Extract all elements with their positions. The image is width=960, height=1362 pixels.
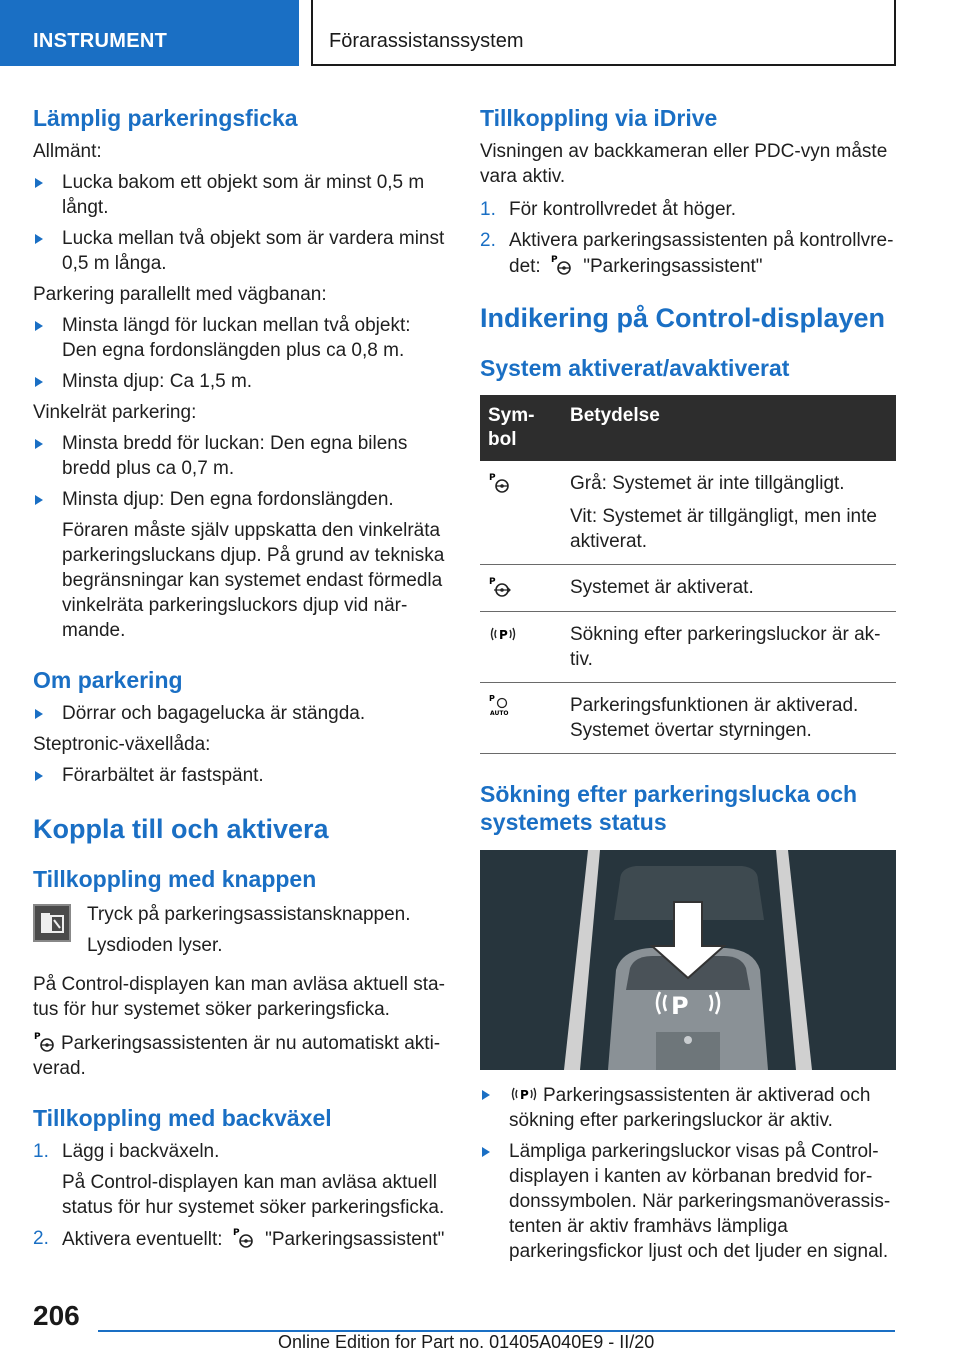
col-symbol: Symbol (480, 395, 562, 461)
allmant-label: Allmänt: (33, 141, 102, 162)
heading-om-parkering: Om parkering (33, 667, 183, 693)
list-item: Minsta djup: Ca 1,5 m. (33, 369, 445, 394)
list-item: Lämpliga parkeringsluckor visas på Control-displayen i kanten av körbanan bredvid fordonssymbolen. När parkeringsmanöverassistenten är aktiv framhävs lämpliga parkeringsfickor ljust och det ljuder en signal. (480, 1139, 896, 1264)
button-instruction (33, 902, 445, 958)
list-item: Förarbältet är fastspänt. (33, 763, 445, 788)
symbol-table (480, 395, 896, 754)
svg-text:P: P (489, 577, 496, 587)
steptronic-list (33, 763, 445, 788)
parking-assist-icon (550, 253, 574, 277)
idrive-intro: Visningen av backkameran eller PDC-vyn måste vara aktiv. (480, 141, 888, 187)
svg-text:P: P (489, 694, 495, 703)
right-column (480, 100, 896, 1264)
edition-text: Online Edition for Part no. 01405A040E9 - II/20 (278, 1332, 655, 1352)
svg-text:P: P (520, 1088, 529, 1102)
parking-search-icon (509, 1082, 539, 1106)
vinkelratt-label: Vinkelrät parkering: (33, 402, 197, 423)
table-row: P AUTO Parkeringsfunktionen är aktiverad. Systemet övertar styrningen. (480, 683, 896, 754)
heading-knappen: Tillkoppling med knappen (33, 866, 317, 892)
om-list (33, 701, 445, 726)
svg-text:P: P (499, 628, 508, 642)
list-item: Lucka bakom ett objekt som är minst 0,5 m långt. (33, 170, 445, 220)
button-text: Tryck på parkeringsassistansknappen. (87, 904, 411, 925)
parking-assist-icon (488, 471, 512, 495)
heading-koppla: Koppla till och aktivera (33, 814, 329, 844)
col-meaning: Betydelse (562, 395, 896, 461)
parking-status-illustration (480, 850, 896, 1070)
list-item: 2. Aktivera parkeringsassistenten på kontrollvredet: P "Parkeringsassistent" (480, 230, 894, 277)
parking-assist-button-icon (33, 904, 71, 942)
page-header (0, 0, 960, 66)
control-display-text: På Control-displayen kan man avläsa aktuell status för hur systemet söker parkeringsficka. (33, 974, 445, 1020)
vinkelratt-list (33, 431, 445, 643)
heading-idrive: Tillkoppling via iDrive (480, 105, 718, 131)
parallellt-label: Parkering parallellt med vägbanan: (33, 284, 327, 305)
heading-indikering: Indikering på Control-displayen (480, 303, 886, 333)
parking-assist-active-icon (488, 575, 512, 599)
parking-auto-icon (488, 693, 512, 717)
chapter-title: INSTRUMENT (33, 30, 168, 52)
heading-system-status: System aktiverat/avaktiverat (480, 355, 790, 381)
section-title: Förarassistanssystem (329, 30, 524, 52)
svg-text:P: P (489, 473, 496, 483)
allmant-list (33, 170, 445, 276)
list-item: 2. Aktivera eventuellt: P "Parkeringsassistent" (33, 1228, 445, 1250)
idrive-steps (480, 197, 896, 279)
list-item: Minsta bredd för luckan: Den egna bilens bredd plus ca 0,7 m. (33, 431, 445, 481)
led-text: Lysdioden lyser. (87, 935, 223, 956)
svg-text:P: P (671, 992, 689, 1020)
backvaxel-steps (33, 1139, 445, 1252)
sokning-list (480, 1082, 896, 1264)
svg-text:P: P (550, 255, 558, 265)
heading-backvaxel: Tillkoppling med backväxel (33, 1105, 332, 1131)
svg-text:AUTO: AUTO (490, 710, 509, 717)
svg-text:P: P (34, 1032, 41, 1042)
heading-sokning: Sökning efter parkeringslucka och systemets status (480, 781, 858, 835)
parking-assist-icon (33, 1030, 57, 1054)
svg-text:P: P (232, 1228, 240, 1238)
list-item: Lucka mellan två objekt som är vardera minst 0,5 m långa. (33, 226, 445, 276)
section-tab (311, 0, 896, 66)
heading-lamplig: Lämplig parkeringsficka (33, 105, 298, 131)
left-column (33, 100, 445, 1252)
list-item: 1. Lägg i backväxeln. På Control-displayen kan man avläsa aktuell status för hur systemet söker parkeringsficka. (33, 1141, 445, 1218)
page-footer (0, 1296, 960, 1362)
steptronic-label: Steptronic-växellåda: (33, 734, 211, 755)
list-item: Dörrar och bagagelucka är stängda. (33, 701, 445, 726)
parking-search-icon (488, 622, 518, 646)
parallellt-list (33, 313, 445, 394)
table-row: P Systemet är aktiverat. (480, 565, 896, 612)
parking-assist-icon (232, 1226, 256, 1250)
list-item: 1. För kontrollvredet åt höger. (480, 199, 737, 220)
page-number: 206 (33, 1300, 80, 1331)
list-item: P Parkeringsassistenten är aktiverad och sökning efter parkeringsluckor är aktiv. (480, 1082, 896, 1133)
list-item: Minsta djup: Den egna fordonslängden. Föraren måste själv uppskatta den vinkelräta parkeringsluckans djup. På grund av tekniska begränsningar kan systemet endast förmedla vinkelräta parkeringsluckors djup vid närmande. (33, 487, 445, 643)
table-row: P Sökning efter parkeringsluckor är aktiv. (480, 612, 896, 683)
list-item: Minsta längd för luckan mellan två objekt: Den egna fordonslängden plus ca 0,8 m. (33, 313, 445, 363)
table-row: P Grå: Systemet är inte tillgängligt. Vit: Systemet är tillgängligt, men inte aktiverat. (480, 461, 896, 565)
chapter-tab (0, 0, 299, 66)
auto-active-text: P Parkeringsassistenten är nu automatiskt aktiverad. (33, 1032, 441, 1079)
